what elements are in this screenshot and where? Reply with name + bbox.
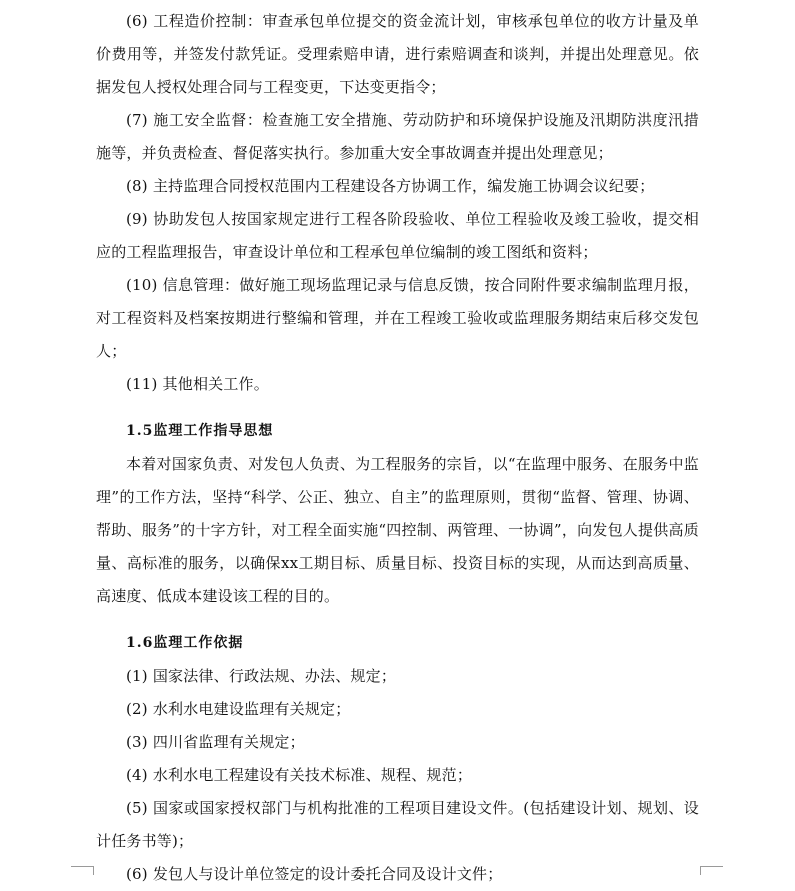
basis-item-2: (2) 水利水电建设监理有关规定； bbox=[126, 700, 351, 718]
basis-item-4: (4) 水利水电工程建设有关技术标准、规程、规范； bbox=[126, 766, 473, 784]
list-item-other-work: (11) 其他相关工作。 bbox=[126, 375, 269, 393]
basis-item-3: (3) 四川省监理有关规定； bbox=[126, 733, 305, 751]
section-heading-1-6: 1.6监理工作依据 bbox=[126, 635, 244, 651]
list-item-acceptance: (9) 协助发包人按国家规定进行工程各阶段验收、单位工程验收及竣工验收，提交相应的工程监理报告，审查设计单位和工程承包单位编制的竣工图纸和资料； bbox=[96, 210, 699, 261]
list-item-safety-supervision: (7) 施工安全监督：检查施工安全措施、劳动防护和环境保护设施及汛期防洪度汛措施等，并负责检查、督促落实执行。参加重大安全事故调查并提出处理意见； bbox=[96, 111, 699, 162]
basis-item-5: (5) 国家或国家授权部门与机构批准的工程项目建设文件。(包括建设计划、规划、设计任务书等)； bbox=[96, 799, 699, 850]
document-body bbox=[96, 5, 699, 891]
section-body-1-5: 本着对国家负责、对发包人负责、为工程服务的宗旨，以“在监理中服务、在服务中监理”的工作方法，坚持“科学、公正、独立、自主”的监理原则，贯彻“监督、管理、协调、帮助、服务”的十字方针，对工程全面实施“四控制、两管理、一协调”，向发包人提供高质量、高标准的服务，以确保xx工期目标、质量目标、投资目标的实现，从而达到高质量、高速度、低成本建设该工程的目的。 bbox=[96, 455, 699, 605]
crop-mark-bottom-left bbox=[71, 866, 94, 875]
list-item-coordination: (8) 主持监理合同授权范围内工程建设各方协调工作，编发施工协调会议纪要； bbox=[126, 177, 655, 195]
basis-item-6: (6) 发包人与设计单位签定的设计委托合同及设计文件； bbox=[126, 865, 503, 883]
list-item-information-management: (10) 信息管理：做好施工现场监理记录与信息反馈，按合同附件要求编制监理月报，对工程资料及档案按期进行整编和管理，并在工程竣工验收或监理服务期结束后移交发包人； bbox=[96, 276, 699, 360]
section-heading-1-5: 1.5监理工作指导思想 bbox=[126, 423, 274, 439]
list-item-cost-control: (6) 工程造价控制：审查承包单位提交的资金流计划，审核承包单位的收方计量及单价费用等，并签发付款凭证。受理索赔申请，进行索赔调查和谈判，并提出处理意见。依据发包人授权处理合同与工程变更，下达变更指令； bbox=[96, 12, 699, 96]
basis-item-1: (1) 国家法律、行政法规、办法、规定； bbox=[126, 667, 397, 685]
crop-mark-bottom-right bbox=[700, 866, 723, 875]
